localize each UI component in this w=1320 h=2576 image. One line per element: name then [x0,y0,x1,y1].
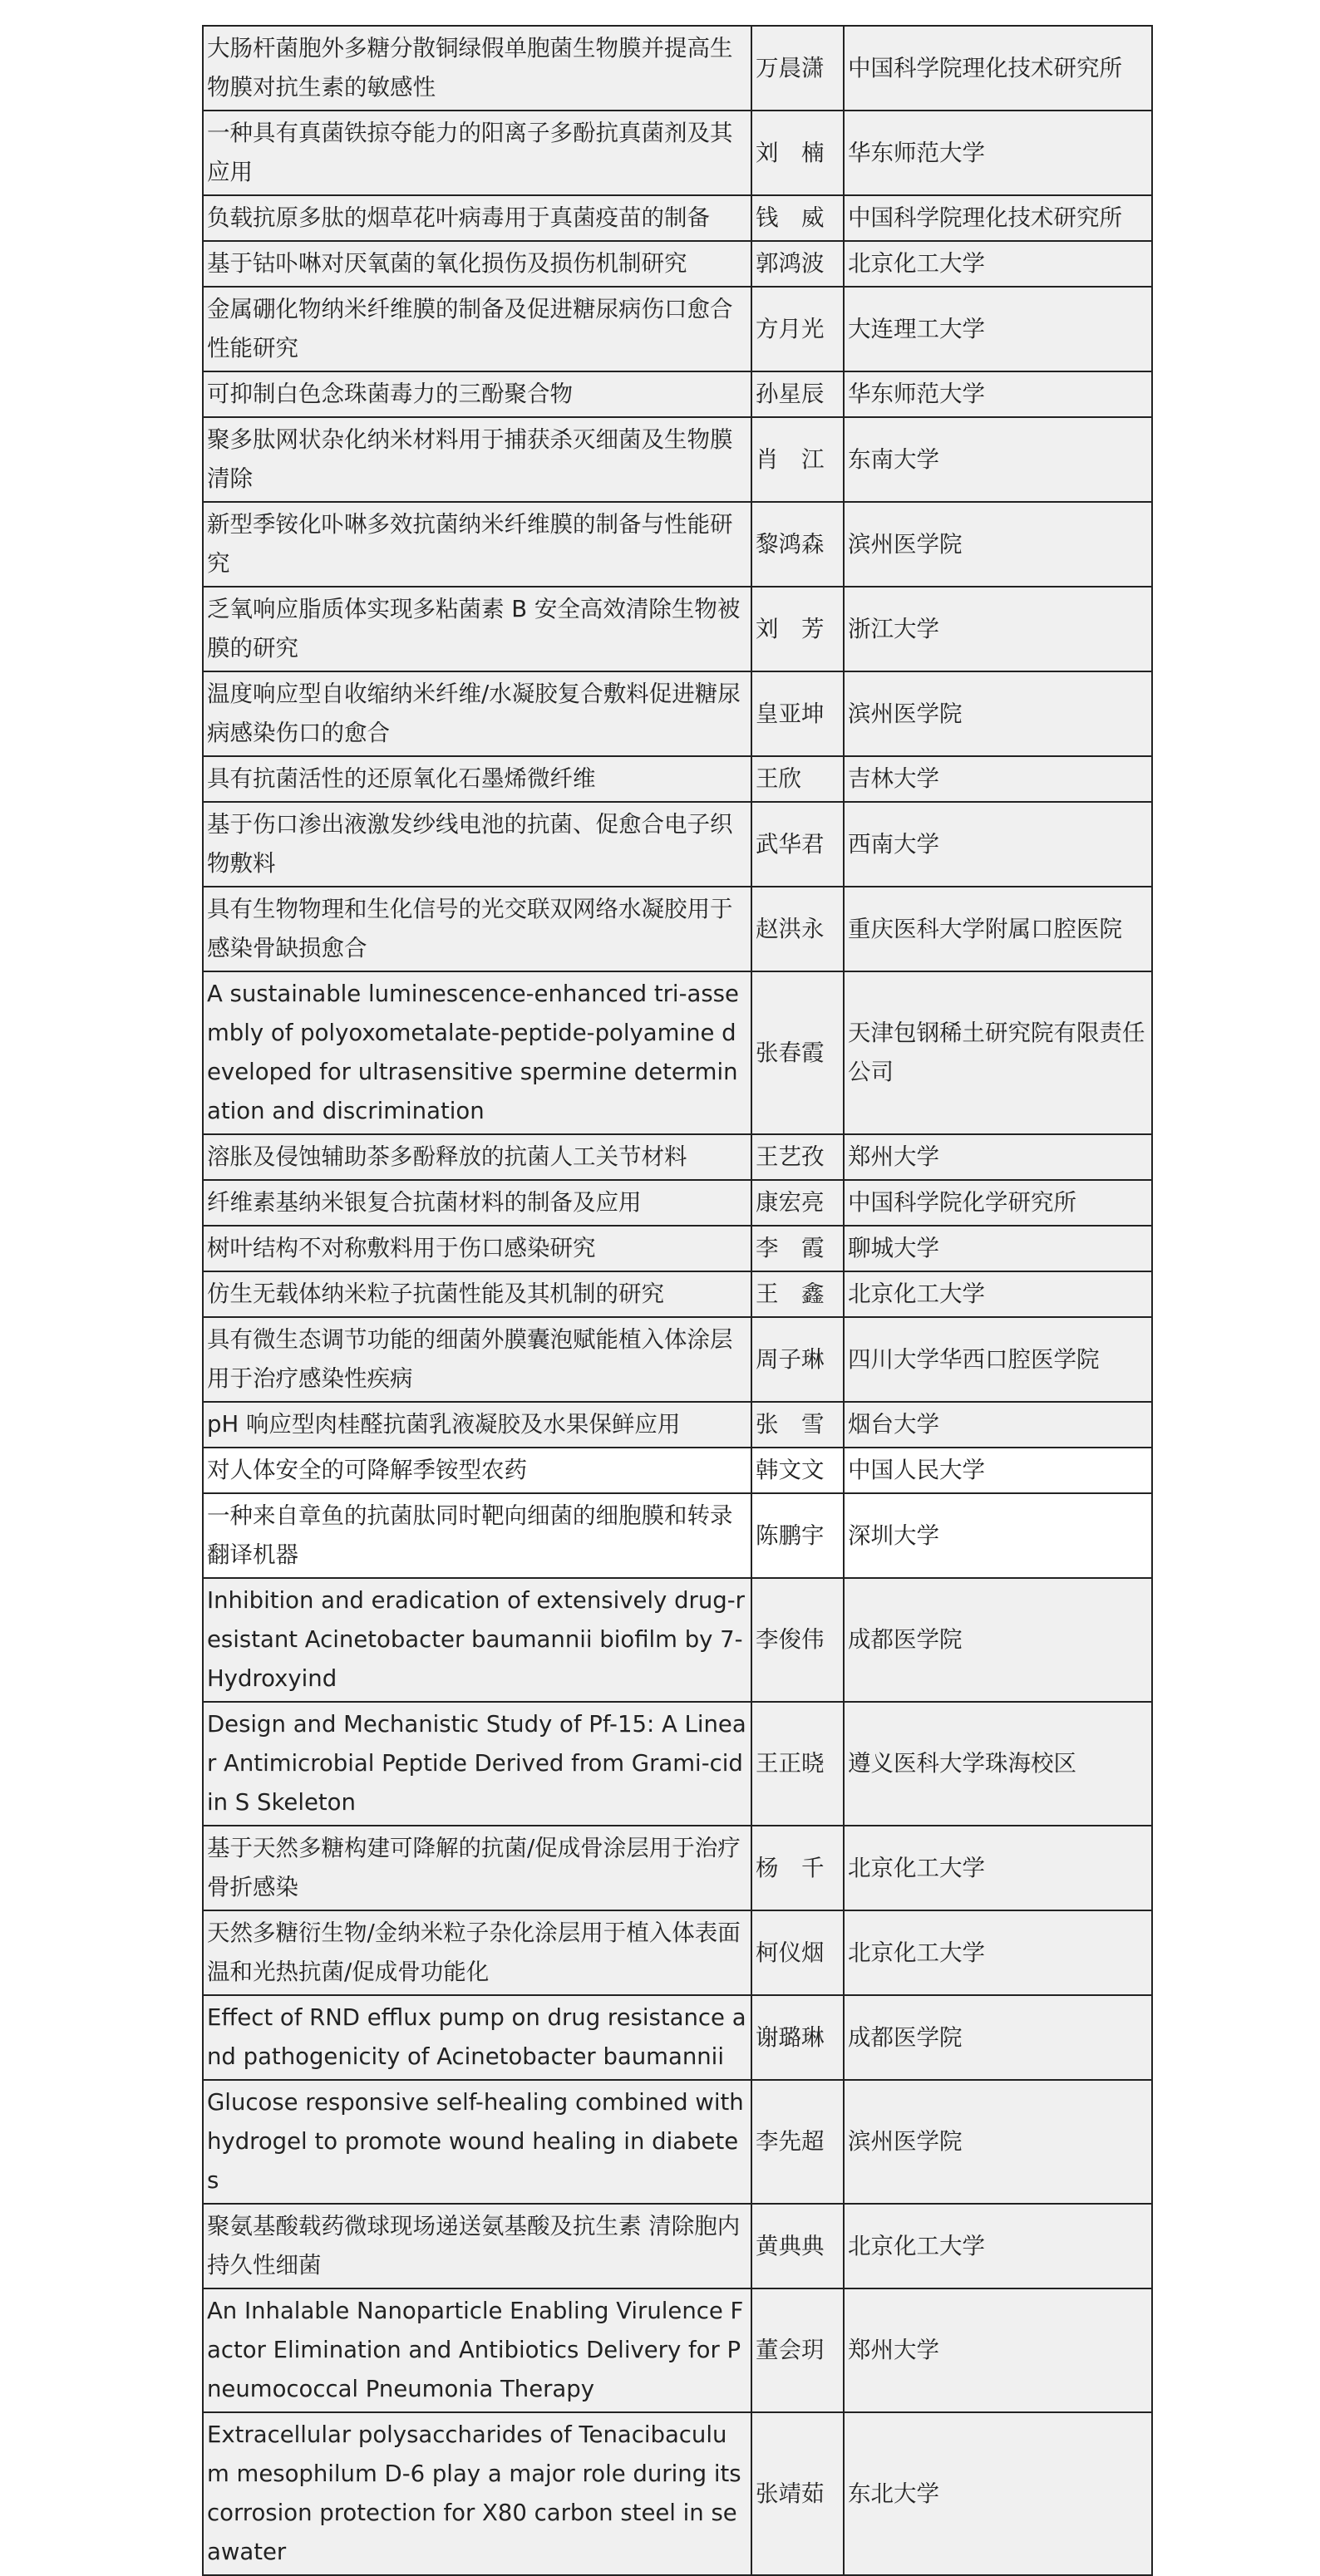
institution-cell: 北京化工大学 [844,1271,1152,1317]
institution-cell: 浙江大学 [844,587,1152,671]
project-title-cell: 可抑制白色念珠菌毒力的三酚聚合物 [203,371,751,417]
applicant-name-cell: 赵洪永 [751,887,844,971]
institution-cell: 天津包钢稀土研究院有限责任公司 [844,971,1152,1134]
project-title-cell: 基于天然多糖构建可降解的抗菌/促成骨涂层用于治疗骨折感染 [203,1826,751,1910]
project-table-body [203,26,1152,2575]
applicant-name-cell: 万晨潇 [751,26,844,111]
table-row [203,2080,1152,2204]
institution-cell: 滨州医学院 [844,2080,1152,2204]
project-title-cell: 乏氧响应脂质体实现多粘菌素 B 安全高效清除生物被膜的研究 [203,587,751,671]
applicant-name-cell: 郭鸿波 [751,241,844,287]
applicant-name-cell: 张 雪 [751,1402,844,1448]
table-row [203,887,1152,971]
institution-cell: 北京化工大学 [844,241,1152,287]
institution-cell: 大连理工大学 [844,287,1152,371]
table-row [203,417,1152,502]
institution-cell: 中国科学院化学研究所 [844,1180,1152,1226]
table-row [203,1493,1152,1578]
project-title-cell: 纤维素基纳米银复合抗菌材料的制备及应用 [203,1180,751,1226]
table-row [203,1448,1152,1493]
table-row [203,2288,1152,2412]
project-title-cell: 仿生无载体纳米粒子抗菌性能及其机制的研究 [203,1271,751,1317]
project-title-cell: 具有微生态调节功能的细菌外膜囊泡赋能植入体涂层用于治疗感染性疾病 [203,1317,751,1402]
applicant-name-cell: 陈鹏宇 [751,1493,844,1578]
institution-cell: 滨州医学院 [844,502,1152,587]
project-title-cell: 聚多肽网状杂化纳米材料用于捕获杀灭细菌及生物膜清除 [203,417,751,502]
applicant-name-cell: 周子琳 [751,1317,844,1402]
institution-cell: 华东师范大学 [844,371,1152,417]
table-row [203,971,1152,1134]
applicant-name-cell: 王正晓 [751,1702,844,1826]
institution-cell: 中国科学院理化技术研究所 [844,195,1152,241]
institution-cell: 聊城大学 [844,1226,1152,1271]
applicant-name-cell: 王欣 [751,756,844,802]
applicant-name-cell: 黄典典 [751,2204,844,2288]
table-row [203,1271,1152,1317]
table-row [203,1995,1152,2080]
applicant-name-cell: 董会玥 [751,2288,844,2412]
project-title-cell: 金属硼化物纳米纤维膜的制备及促进糖尿病伤口愈合性能研究 [203,287,751,371]
project-title-cell: 溶胀及侵蚀辅助茶多酚释放的抗菌人工关节材料 [203,1134,751,1180]
project-title-cell: 具有生物物理和生化信号的光交联双网络水凝胶用于感染骨缺损愈合 [203,887,751,971]
table-row [203,1826,1152,1910]
table-row [203,1702,1152,1826]
applicant-name-cell: 刘 楠 [751,111,844,195]
project-title-cell: 具有抗菌活性的还原氧化石墨烯微纤维 [203,756,751,802]
applicant-name-cell: 柯仪烟 [751,1910,844,1995]
institution-cell: 西南大学 [844,802,1152,887]
institution-cell: 成都医学院 [844,1995,1152,2080]
project-title-cell: 基于钴卟啉对厌氧菌的氧化损伤及损伤机制研究 [203,241,751,287]
institution-cell: 华东师范大学 [844,111,1152,195]
project-title-cell: Design and Mechanistic Study of Pf-15: A Linear Antimicrobial Peptide Derived from Grami-cidin S Skeleton [203,1702,751,1826]
institution-cell: 成都医学院 [844,1578,1152,1702]
applicant-name-cell: 张靖茹 [751,2412,844,2575]
project-title-cell: 新型季铵化卟啉多效抗菌纳米纤维膜的制备与性能研究 [203,502,751,587]
institution-cell: 烟台大学 [844,1402,1152,1448]
project-title-cell: An Inhalable Nanoparticle Enabling Virulence Factor Elimination and Antibiotics Delivery for Pneumococcal Pneumonia Therapy [203,2288,751,2412]
project-title-cell: Extracellular polysaccharides of Tenacibaculum mesophilum D-6 play a major role during its corrosion protection for X80 carbon steel in seawater [203,2412,751,2575]
applicant-name-cell: 王艺孜 [751,1134,844,1180]
project-title-cell: pH 响应型肉桂醛抗菌乳液凝胶及水果保鲜应用 [203,1402,751,1448]
table-row [203,1134,1152,1180]
institution-cell: 郑州大学 [844,1134,1152,1180]
applicant-name-cell: 李俊伟 [751,1578,844,1702]
applicant-name-cell: 谢璐琳 [751,1995,844,2080]
institution-cell: 北京化工大学 [844,1910,1152,1995]
institution-cell: 四川大学华西口腔医学院 [844,1317,1152,1402]
applicant-name-cell: 李 霞 [751,1226,844,1271]
applicant-name-cell: 黎鸿森 [751,502,844,587]
project-title-cell: 天然多糖衍生物/金纳米粒子杂化涂层用于植入体表面温和光热抗菌/促成骨功能化 [203,1910,751,1995]
applicant-name-cell: 康宏亮 [751,1180,844,1226]
project-title-cell: A sustainable luminescence-enhanced tri-assembly of polyoxometalate-peptide-polyamine developed for ultrasensitive spermine determination and discrimination [203,971,751,1134]
applicant-name-cell: 皇亚坤 [751,671,844,756]
project-title-cell: 大肠杆菌胞外多糖分散铜绿假单胞菌生物膜并提高生物膜对抗生素的敏感性 [203,26,751,111]
applicant-name-cell: 李先超 [751,2080,844,2204]
institution-cell: 中国人民大学 [844,1448,1152,1493]
applicant-name-cell: 张春霞 [751,971,844,1134]
table-row [203,1226,1152,1271]
institution-cell: 深圳大学 [844,1493,1152,1578]
table-row [203,287,1152,371]
table-row [203,587,1152,671]
table-row [203,371,1152,417]
applicant-name-cell: 王 鑫 [751,1271,844,1317]
project-title-cell: 对人体安全的可降解季铵型农药 [203,1448,751,1493]
project-title-cell: 基于伤口渗出液激发纱线电池的抗菌、促愈合电子织物敷料 [203,802,751,887]
project-title-cell: 一种具有真菌铁掠夺能力的阳离子多酚抗真菌剂及其应用 [203,111,751,195]
table-row [203,1180,1152,1226]
applicant-name-cell: 方月光 [751,287,844,371]
applicant-name-cell: 武华君 [751,802,844,887]
project-title-cell: 温度响应型自收缩纳米纤维/水凝胶复合敷料促进糖尿病感染伤口的愈合 [203,671,751,756]
institution-cell: 遵义医科大学珠海校区 [844,1702,1152,1826]
project-title-cell: Effect of RND efflux pump on drug resistance and pathogenicity of Acinetobacter baumannii [203,1995,751,2080]
institution-cell: 东北大学 [844,2412,1152,2575]
table-row [203,26,1152,111]
applicant-name-cell: 钱 威 [751,195,844,241]
project-table [202,25,1153,2576]
institution-cell: 郑州大学 [844,2288,1152,2412]
institution-cell: 东南大学 [844,417,1152,502]
table-row [203,802,1152,887]
applicant-name-cell: 杨 千 [751,1826,844,1910]
institution-cell: 滨州医学院 [844,671,1152,756]
table-row [203,2412,1152,2575]
project-title-cell: 负载抗原多肽的烟草花叶病毒用于真菌疫苗的制备 [203,195,751,241]
project-title-cell: Glucose responsive self-healing combined with hydrogel to promote wound healing in diabetes [203,2080,751,2204]
table-row [203,671,1152,756]
table-row [203,1910,1152,1995]
institution-cell: 吉林大学 [844,756,1152,802]
table-row [203,2204,1152,2288]
table-row [203,502,1152,587]
institution-cell: 北京化工大学 [844,1826,1152,1910]
table-row [203,241,1152,287]
project-title-cell: 树叶结构不对称敷料用于伤口感染研究 [203,1226,751,1271]
institution-cell: 中国科学院理化技术研究所 [844,26,1152,111]
applicant-name-cell: 刘 芳 [751,587,844,671]
table-row [203,1578,1152,1702]
table-row [203,1402,1152,1448]
applicant-name-cell: 韩文文 [751,1448,844,1493]
applicant-name-cell: 肖 江 [751,417,844,502]
table-row [203,195,1152,241]
project-title-cell: Inhibition and eradication of extensively drug-resistant Acinetobacter baumannii biofilm by 7-Hydroxyind [203,1578,751,1702]
applicant-name-cell: 孙星辰 [751,371,844,417]
institution-cell: 北京化工大学 [844,2204,1152,2288]
table-row [203,111,1152,195]
institution-cell: 重庆医科大学附属口腔医院 [844,887,1152,971]
table-row [203,1317,1152,1402]
table-row [203,756,1152,802]
project-title-cell: 一种来自章鱼的抗菌肽同时靶向细菌的细胞膜和转录翻译机器 [203,1493,751,1578]
project-title-cell: 聚氨基酸载药微球现场递送氨基酸及抗生素 清除胞内持久性细菌 [203,2204,751,2288]
